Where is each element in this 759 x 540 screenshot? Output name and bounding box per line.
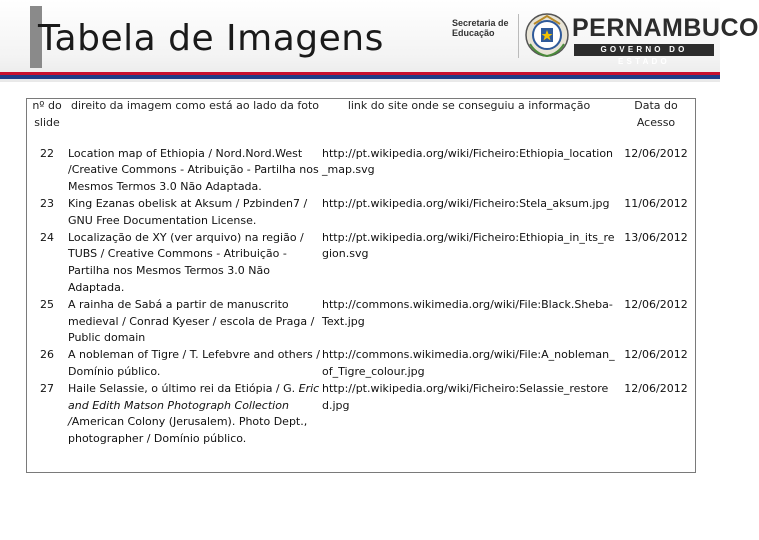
table-row — [26, 146, 696, 196]
header-slide-number: nº do slide — [32, 99, 62, 129]
state-seal-icon — [524, 10, 570, 60]
access-date: 12/06/2012 — [624, 297, 688, 311]
secretaria-line-1: Secretaria de — [452, 18, 509, 28]
image-credit: King Ezanas obelisk at Aksum / Pzbinden7 / GNU Free Documentation License. — [68, 196, 308, 227]
source-link[interactable]: http://pt.wikipedia.org/wiki/Ficheiro:Selassie_restored.jpg — [322, 381, 609, 412]
table-row — [26, 347, 696, 381]
slide-number: 26 — [40, 348, 54, 362]
access-date: 12/06/2012 — [624, 381, 688, 395]
header-access-date: Data do Acesso — [634, 99, 678, 129]
credit-italic-text: Eric and Edith Matson Photograph Collection / — [68, 381, 320, 429]
access-date: 12/06/2012 — [624, 348, 688, 362]
slide-header — [0, 0, 759, 82]
slide-number: 23 — [40, 196, 54, 210]
image-credit — [68, 381, 322, 448]
image-credit: A rainha de Sabá a partir de manuscrito medieval / Conrad Kyeser / escola de Praga / Public domain — [68, 297, 315, 345]
brand-subtitle: GOVERNO DO ESTADO — [574, 44, 714, 56]
header-stripe-blue — [0, 75, 720, 79]
table-row — [26, 196, 696, 230]
header-image-rights: direito da imagem como está ao lado da foto — [71, 99, 319, 112]
header-source-link: link do site onde se conseguiu a informação — [347, 99, 591, 112]
credit-text: Haile Selassie, o último rei da Etiópia / G. — [68, 381, 296, 395]
source-link[interactable]: http://commons.wikimedia.org/wiki/File:A_nobleman_of_Tigre_colour.jpg — [322, 348, 615, 378]
credit-text-continued: American Colony (Jerusalem). Photo Dept., photographer / Domínio público. — [68, 415, 308, 446]
table-row — [26, 297, 696, 347]
source-link[interactable]: http://pt.wikipedia.org/wiki/Ficheiro:Ethiopia_location_map.svg — [322, 146, 614, 177]
slide-number: 22 — [40, 146, 54, 160]
table-row — [26, 381, 696, 448]
table-header-row — [26, 98, 696, 146]
slide-number: 27 — [40, 381, 54, 395]
source-link[interactable]: http://commons.wikimedia.org/wiki/File:Black.Sheba-Text.jpg — [322, 297, 613, 328]
logo-divider — [518, 14, 519, 58]
source-link[interactable]: http://pt.wikipedia.org/wiki/Ficheiro:Stela_aksum.jpg — [322, 196, 610, 210]
access-date: 12/06/2012 — [624, 146, 688, 160]
access-date: 13/06/2012 — [624, 230, 688, 244]
secretaria-label — [452, 18, 516, 38]
access-date: 11/06/2012 — [624, 196, 688, 210]
slide-number: 25 — [40, 297, 54, 311]
slide-title: Tabela de Imagens — [38, 18, 384, 59]
slide-number: 24 — [40, 230, 54, 244]
brand-name: PERNAMBUCO — [572, 14, 759, 42]
image-credits-table — [26, 98, 696, 448]
image-credit: Location map of Ethiopia / Nord.Nord.West /Creative Commons - Atribuição - Partilha nos Mesmos Termos 3.0 Não Adaptada. — [68, 146, 319, 194]
image-credit: A nobleman of Tigre / T. Lefebvre and others / Domínio público. — [68, 348, 320, 378]
secretaria-line-2: Educação — [452, 28, 495, 38]
image-credit: Localização de XY (ver arquivo) na região / TUBS / Creative Commons - Atribuição - Partilha nos Mesmos Termos 3.0 Não Adaptada. — [68, 230, 304, 294]
government-logo — [452, 10, 759, 66]
source-link[interactable]: http://pt.wikipedia.org/wiki/Ficheiro:Ethiopia_in_its_region.svg — [322, 230, 615, 261]
table-row — [26, 230, 696, 297]
